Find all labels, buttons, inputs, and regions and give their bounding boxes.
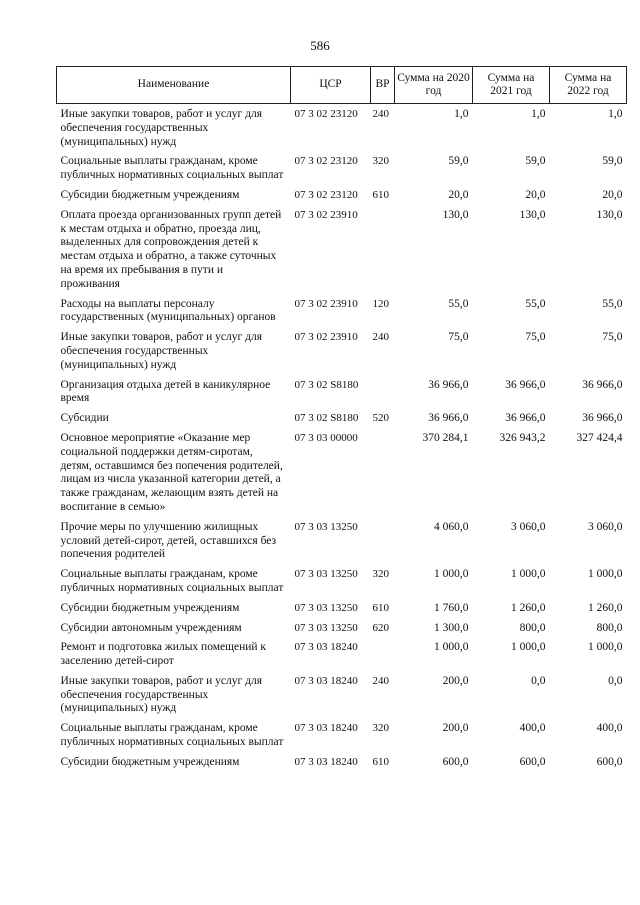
row-sum-2020: 200,0 [442,722,469,735]
budget-table [56,66,627,772]
row-csr: 07 3 02 23120 [294,155,358,168]
row-vr [371,428,395,517]
table-row [57,205,627,294]
row-csr: 07 3 03 13250 [294,568,358,581]
row-vr [371,205,395,294]
row-csr: 07 3 02 23910 [294,208,358,221]
row-sum-2021: 326 943,2 [499,431,546,444]
row-sum-2020: 75,0 [448,331,469,344]
row-sum-2020: 4 060,0 [434,520,469,533]
row-csr: 07 3 02 23910 [294,297,358,310]
row-sum-2021: 800,0 [519,621,546,634]
table-row [57,294,627,328]
row-sum-2021: 75,0 [525,331,546,344]
row-csr: 07 3 02 S8180 [294,412,359,425]
table-body [57,104,627,772]
row-csr: 07 3 03 18240 [294,755,358,768]
row-vr: 120 [372,297,389,310]
row-name: Иные закупки товаров, работ и услуг для обеспечения государственных (муниципальных) нужд [60,108,262,148]
table-row [57,517,627,564]
row-sum-2021: 36 966,0 [505,412,546,425]
row-vr: 610 [372,188,389,201]
row-name: Расходы на выплаты персоналу государственных (муниципальных) органов [60,297,276,324]
row-csr: 07 3 02 23910 [294,331,358,344]
header-sum-2020: Сумма на 2020 год [395,67,473,104]
row-csr: 07 3 02 23120 [294,188,358,201]
table-header [57,67,627,104]
row-name: Социальные выплаты гражданам, кроме публичных нормативных социальных выплат [60,722,284,749]
row-sum-2022: 59,0 [602,155,623,168]
row-sum-2021: 55,0 [525,297,546,310]
row-sum-2022: 327 424,4 [576,431,623,444]
row-vr: 240 [372,331,389,344]
table-row [57,564,627,598]
header-csr: ЦСР [291,67,371,104]
row-sum-2021: 600,0 [519,755,546,768]
table-row [57,327,627,374]
table-row [57,151,627,185]
row-sum-2022: 36 966,0 [582,412,623,425]
row-name: Субсидии бюджетным учреждениям [60,601,240,614]
row-name: Организация отдыха детей в каникулярное время [60,378,271,405]
row-vr: 520 [372,412,389,425]
row-vr: 320 [372,155,389,168]
row-csr: 07 3 03 18240 [294,674,358,687]
row-sum-2022: 600,0 [596,755,623,768]
table-row [57,185,627,205]
row-sum-2022: 400,0 [596,722,623,735]
row-sum-2021: 36 966,0 [505,378,546,391]
table-row [57,618,627,638]
row-name: Иные закупки товаров, работ и услуг для обеспечения государственных (муниципальных) нужд [60,674,262,715]
row-sum-2021: 0,0 [531,674,546,687]
table-row [57,718,627,752]
table-row [57,752,627,772]
row-vr [371,517,395,564]
row-sum-2021: 400,0 [519,722,546,735]
row-csr: 07 3 02 23120 [294,108,358,120]
page-number: 586 [310,38,330,53]
row-vr: 610 [372,601,389,614]
row-name: Субсидии бюджетным учреждениям [60,755,240,768]
row-csr: 07 3 03 13250 [294,520,358,533]
table-row [57,671,627,718]
row-name: Субсидии [60,412,109,425]
row-sum-2021: 59,0 [525,155,546,168]
row-sum-2022: 1 000,0 [588,641,623,654]
row-vr: 320 [372,722,389,735]
row-sum-2020: 130,0 [442,208,469,221]
row-vr: 620 [372,621,389,634]
row-vr [371,637,395,671]
row-vr: 320 [372,568,389,581]
row-sum-2020: 20,0 [448,188,469,201]
row-name: Основное мероприятие «Оказание мер социальной поддержки детям-сиротам, детям, оставшимся без попечения родителей, лицам из числа указанной категории детей, а также гражданам, желающим взять детей на воспитание в семью» [60,431,283,513]
row-sum-2021: 1 260,0 [511,601,546,614]
header-sum-2022: Сумма на 2022 год [550,67,627,104]
header-name: Наименование [57,67,291,104]
row-csr: 07 3 03 18240 [294,722,358,735]
row-name: Иные закупки товаров, работ и услуг для обеспечения государственных (муниципальных) нужд [60,331,262,371]
row-sum-2022: 3 060,0 [588,520,623,533]
row-name: Субсидии бюджетным учреждениям [60,188,240,201]
header-vr: ВР [371,67,395,104]
row-vr: 240 [372,108,389,120]
row-name: Оплата проезда организованных групп детей к местам отдыха и обратно, проезда лиц, выделенных для сопровождения детей к местам отдыха и обратно, а также суточных на время их пребывания в пути и проживания [60,208,282,290]
row-sum-2021: 1 000,0 [511,641,546,654]
row-sum-2020: 36 966,0 [428,378,469,391]
table-row [57,637,627,671]
row-sum-2022: 1,0 [608,108,623,120]
row-sum-2020: 59,0 [448,155,469,168]
table-row [57,104,627,152]
table-row [57,598,627,618]
table-row [57,375,627,409]
row-sum-2022: 20,0 [602,188,623,201]
row-sum-2020: 55,0 [448,297,469,310]
row-vr: 610 [372,755,389,768]
row-sum-2020: 1 000,0 [434,568,469,581]
row-csr: 07 3 03 00000 [294,431,358,444]
row-sum-2020: 1,0 [454,108,469,120]
row-name: Субсидии автономным учреждениям [60,621,242,634]
row-sum-2022: 36 966,0 [582,378,623,391]
row-sum-2022: 800,0 [596,621,623,634]
row-vr: 240 [372,674,389,687]
row-sum-2022: 1 260,0 [588,601,623,614]
row-csr: 07 3 03 13250 [294,621,358,634]
row-sum-2022: 75,0 [602,331,623,344]
row-csr: 07 3 02 S8180 [294,378,359,391]
row-sum-2021: 1,0 [531,108,546,120]
row-sum-2022: 0,0 [608,674,623,687]
header-sum-2021: Сумма на 2021 год [473,67,550,104]
row-csr: 07 3 03 18240 [294,641,358,654]
row-sum-2020: 36 966,0 [428,412,469,425]
row-name: Социальные выплаты гражданам, кроме публичных нормативных социальных выплат [60,568,284,594]
row-sum-2021: 130,0 [519,208,546,221]
row-sum-2022: 130,0 [596,208,623,221]
row-sum-2020: 370 284,1 [422,431,469,444]
row-sum-2022: 1 000,0 [588,568,623,581]
row-vr [371,375,395,409]
row-csr: 07 3 03 13250 [294,601,358,614]
row-sum-2020: 600,0 [442,755,469,768]
row-sum-2021: 1 000,0 [511,568,546,581]
row-sum-2021: 3 060,0 [511,520,546,533]
row-sum-2020: 1 760,0 [434,601,469,614]
row-sum-2020: 1 300,0 [434,621,469,634]
row-sum-2020: 1 000,0 [434,641,469,654]
row-sum-2022: 55,0 [602,297,623,310]
row-name: Ремонт и подготовка жилых помещений к заселению детей-сирот [60,641,267,668]
row-name: Прочие меры по улучшению жилищных условий детей-сирот, детей, оставшихся без попечения родителей [60,520,277,561]
table-row [57,408,627,428]
row-sum-2020: 200,0 [442,674,469,687]
table-row [57,428,627,517]
row-sum-2021: 20,0 [525,188,546,201]
row-name: Социальные выплаты гражданам, кроме публичных нормативных социальных выплат [60,155,284,182]
